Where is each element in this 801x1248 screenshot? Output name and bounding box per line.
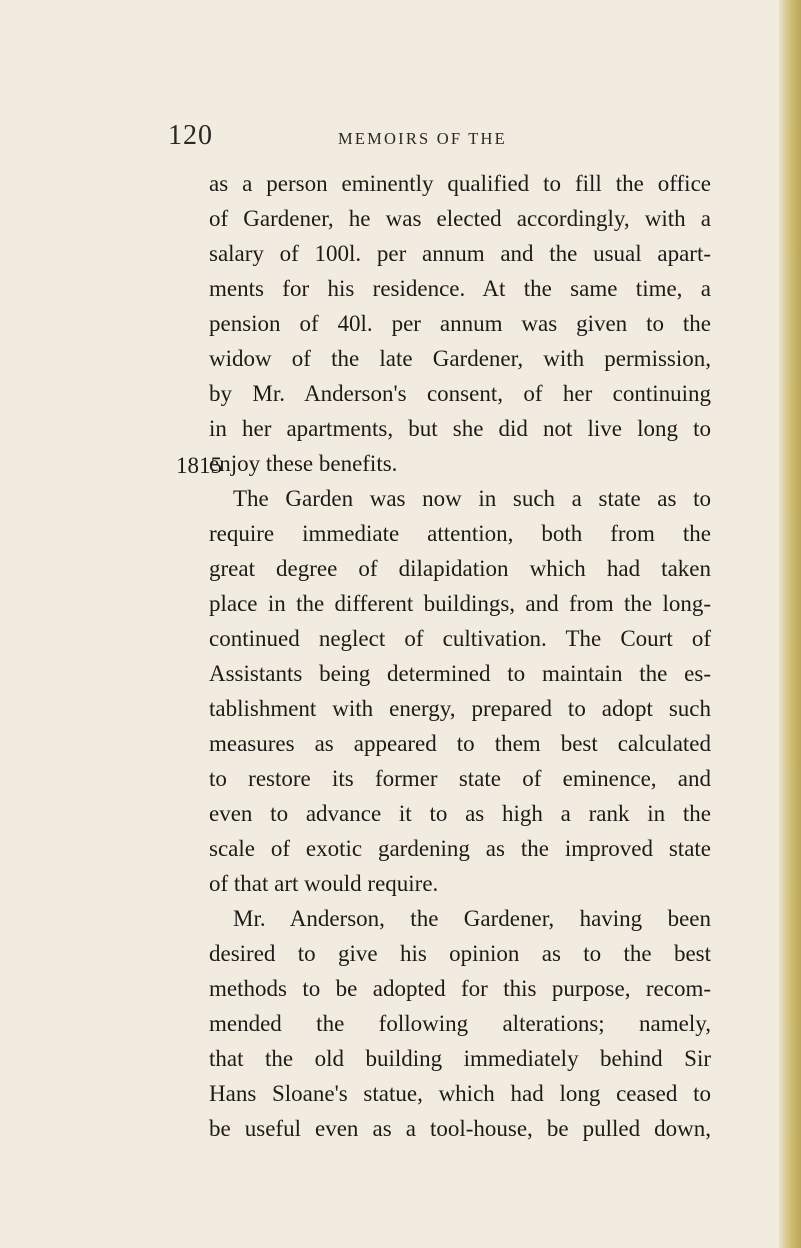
text-line: desired to give his opinion as to the best — [209, 941, 711, 966]
text-line: tablishment with energy, prepared to adopt such — [209, 696, 711, 721]
text-line: methods to be adopted for this purpose, recom- — [209, 976, 711, 1001]
page-edge — [779, 0, 801, 1248]
margin-year-note: 1815 — [176, 453, 222, 478]
text-line: as a person eminently qualified to fill the office — [209, 171, 711, 196]
text-line: salary of 100l. per annum and the usual apart- — [209, 241, 711, 266]
text-line: that the old building immediately behind Sir — [209, 1046, 711, 1071]
text-line: widow of the late Gardener, with permission, — [209, 346, 711, 371]
body-text — [209, 166, 711, 1146]
text-line: enjoy these benefits. — [209, 451, 398, 476]
text-line: by Mr. Anderson's consent, of her continuing — [209, 381, 711, 406]
page-header — [0, 120, 801, 160]
running-title: MEMOIRS OF THE — [338, 129, 507, 148]
text-line: place in the different buildings, and from the long- — [209, 591, 711, 616]
text-line: ments for his residence. At the same time, a — [209, 276, 711, 301]
text-line: require immediate attention, both from the — [209, 521, 711, 546]
text-line: be useful even as a tool-house, be pulled down, — [209, 1116, 711, 1141]
text-line: great degree of dilapidation which had taken — [209, 556, 711, 581]
text-line: mended the following alterations; namely, — [209, 1011, 711, 1036]
text-line: of Gardener, he was elected accordingly, with a — [209, 206, 711, 231]
text-line: continued neglect of cultivation. The Court of — [209, 626, 711, 651]
text-line: pension of 40l. per annum was given to the — [209, 311, 711, 336]
text-line: Hans Sloane's statue, which had long ceased to — [209, 1081, 711, 1106]
text-line: Assistants being determined to maintain the es- — [209, 661, 711, 686]
text-line: Mr. Anderson, the Gardener, having been — [233, 906, 711, 931]
text-line: of that art would require. — [209, 871, 439, 896]
text-line: scale of exotic gardening as the improved state — [209, 836, 711, 861]
text-line: even to advance it to as high a rank in the — [209, 801, 711, 826]
text-line: in her apartments, but she did not live long to — [209, 416, 711, 441]
text-line: The Garden was now in such a state as to — [233, 486, 711, 511]
text-line: to restore its former state of eminence, and — [209, 766, 711, 791]
text-line: measures as appeared to them best calculated — [209, 731, 711, 756]
page-number: 120 — [168, 120, 213, 151]
